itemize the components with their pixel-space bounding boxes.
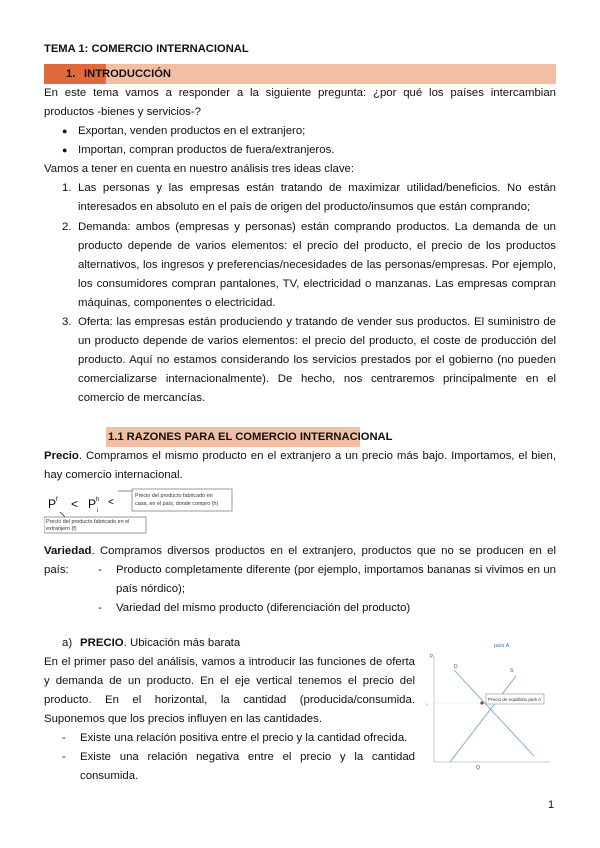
subsection-label: a) bbox=[62, 637, 73, 649]
bullet-item: Importan, compran productos de fuera/extranjeros. bbox=[78, 144, 335, 156]
equilibrium-point bbox=[480, 701, 483, 704]
list-number: 2. bbox=[62, 221, 72, 233]
formula-lt-2: < bbox=[108, 497, 114, 508]
graph-axis-p: P bbox=[430, 654, 434, 660]
price-lead: Precio bbox=[44, 450, 79, 462]
formula-p-foreign: P bbox=[48, 497, 57, 511]
price-formula-figure bbox=[44, 488, 234, 534]
document-title: TEMA 1: COMERCIO INTERNACIONAL bbox=[44, 43, 249, 55]
precio-title: PRECIO bbox=[80, 637, 124, 649]
page-number: 1 bbox=[548, 799, 555, 811]
precio-heading bbox=[80, 634, 240, 653]
formula-sub-i: i bbox=[97, 508, 99, 514]
graph-price-tick: › bbox=[426, 702, 428, 708]
formula-lt-1: < bbox=[71, 497, 79, 511]
formula-box-foreign-line1: Precio del producto fabricado en el bbox=[46, 519, 130, 525]
subsection-title: 1.1 RAZONES PARA EL COMERCIO INTERNACIONAL bbox=[108, 431, 393, 443]
bullet-dot: ● bbox=[62, 145, 68, 155]
price-paragraph bbox=[44, 447, 556, 485]
supply-curve bbox=[450, 676, 516, 762]
idea-item: Oferta: las empresas están produciendo y tratando de vender sus productos. El suministro de un producto depende de varios elementos: el precio del producto, el coste de producción del producto. Aquí no estamos considerando los servicios prestados por el gobierno (no pueden comercializarse internacionalmente). De hecho, nos centraremos principalmente en el comercio de mercancías. bbox=[78, 316, 556, 404]
variety-item: Variedad del mismo producto (diferenciación del producto) bbox=[116, 602, 411, 614]
graph-label-demand: D bbox=[454, 664, 458, 670]
graph-axis-q: Q bbox=[476, 765, 480, 771]
formula-box-home-line2: casa, en el país, donde compro (h) bbox=[135, 501, 219, 507]
intro-paragraph: En este tema vamos a responder a la siguiente pregunta: ¿por qué los países intercambian productos -bienes y servicios-? bbox=[44, 87, 556, 118]
variety-text: . Compramos diversos productos en el extranjero, productos que no se producen en el país: bbox=[44, 545, 556, 576]
variety-lead: Variedad bbox=[44, 545, 92, 557]
formula-box-home-line1: Precio del producto fabricado en bbox=[135, 493, 213, 499]
precio-item: Existe una relación positiva entre el precio y la cantidad ofrecida. bbox=[80, 732, 408, 744]
formula-p-home: P bbox=[88, 497, 97, 511]
list-number: 1. bbox=[62, 182, 72, 194]
ideas-intro: Vamos a tener en cuenta en nuestro análisis tres ideas clave: bbox=[44, 163, 355, 175]
precio-subtitle: . Ubicación más barata bbox=[123, 637, 241, 649]
graph-svg bbox=[424, 636, 556, 772]
dash-marker: - bbox=[98, 602, 102, 614]
dash-marker: - bbox=[62, 732, 66, 744]
list-number: 3. bbox=[62, 316, 72, 328]
formula-sup-h: h bbox=[96, 497, 100, 503]
bullet-dot: ● bbox=[62, 126, 68, 136]
dash-marker: - bbox=[98, 564, 102, 576]
price-text: . Compramos el mismo producto en el extranjero a un precio más bajo. Importamos, el bien, hay comercio internacional. bbox=[44, 450, 556, 481]
section-number: 1. bbox=[66, 68, 76, 80]
precio-item: Existe una relación negativa entre el precio y la cantidad consumida. bbox=[80, 751, 415, 782]
section-title: INTRODUCCIÓN bbox=[84, 68, 172, 80]
bullet-item: Exportan, venden productos en el extranjero; bbox=[78, 125, 306, 137]
dash-marker: - bbox=[62, 751, 66, 763]
formula-sup-f: f bbox=[56, 497, 58, 503]
precio-paragraph: En el primer paso del análisis, vamos a introducir las funciones de oferta y demanda de un producto. En el eje vertical tenemos el precio del producto. En el horizontal, la cantidad (producida/consumida. Suponemos que los precios influyen en las cantidades. bbox=[44, 656, 415, 725]
supply-demand-graph bbox=[424, 636, 556, 772]
idea-item: Demanda: ambos (empresas y personas) están comprando productos. La demanda de un producto depende de varios elementos: el precio del producto, el precio de los productos alternativos, los ingresos y preferencias/necesidades de las personas/empresas. Por ejemplo, los consumidores compran pantalones, TV, electricidad o manzanas. Las empresas compran máquinas, componentes o electricidad. bbox=[78, 221, 556, 309]
demand-curve bbox=[454, 670, 534, 756]
formula-box-foreign-line2: extranjero (f) bbox=[46, 526, 77, 532]
graph-title: país A bbox=[494, 643, 510, 649]
graph-label-supply: S bbox=[510, 668, 514, 674]
idea-item: Las personas y las empresas están tratando de maximizar utilidad/beneficios. No están interesados en absoluto en el país de origen del producto/insumos que están comprando; bbox=[78, 182, 556, 213]
formula-diagram bbox=[44, 488, 234, 534]
variety-item: Producto completamente diferente (por ejemplo, importamos bananas si vivimos en un país nórdico); bbox=[116, 564, 556, 595]
equilibrium-label: Precio de equilibrio país A bbox=[488, 697, 542, 702]
